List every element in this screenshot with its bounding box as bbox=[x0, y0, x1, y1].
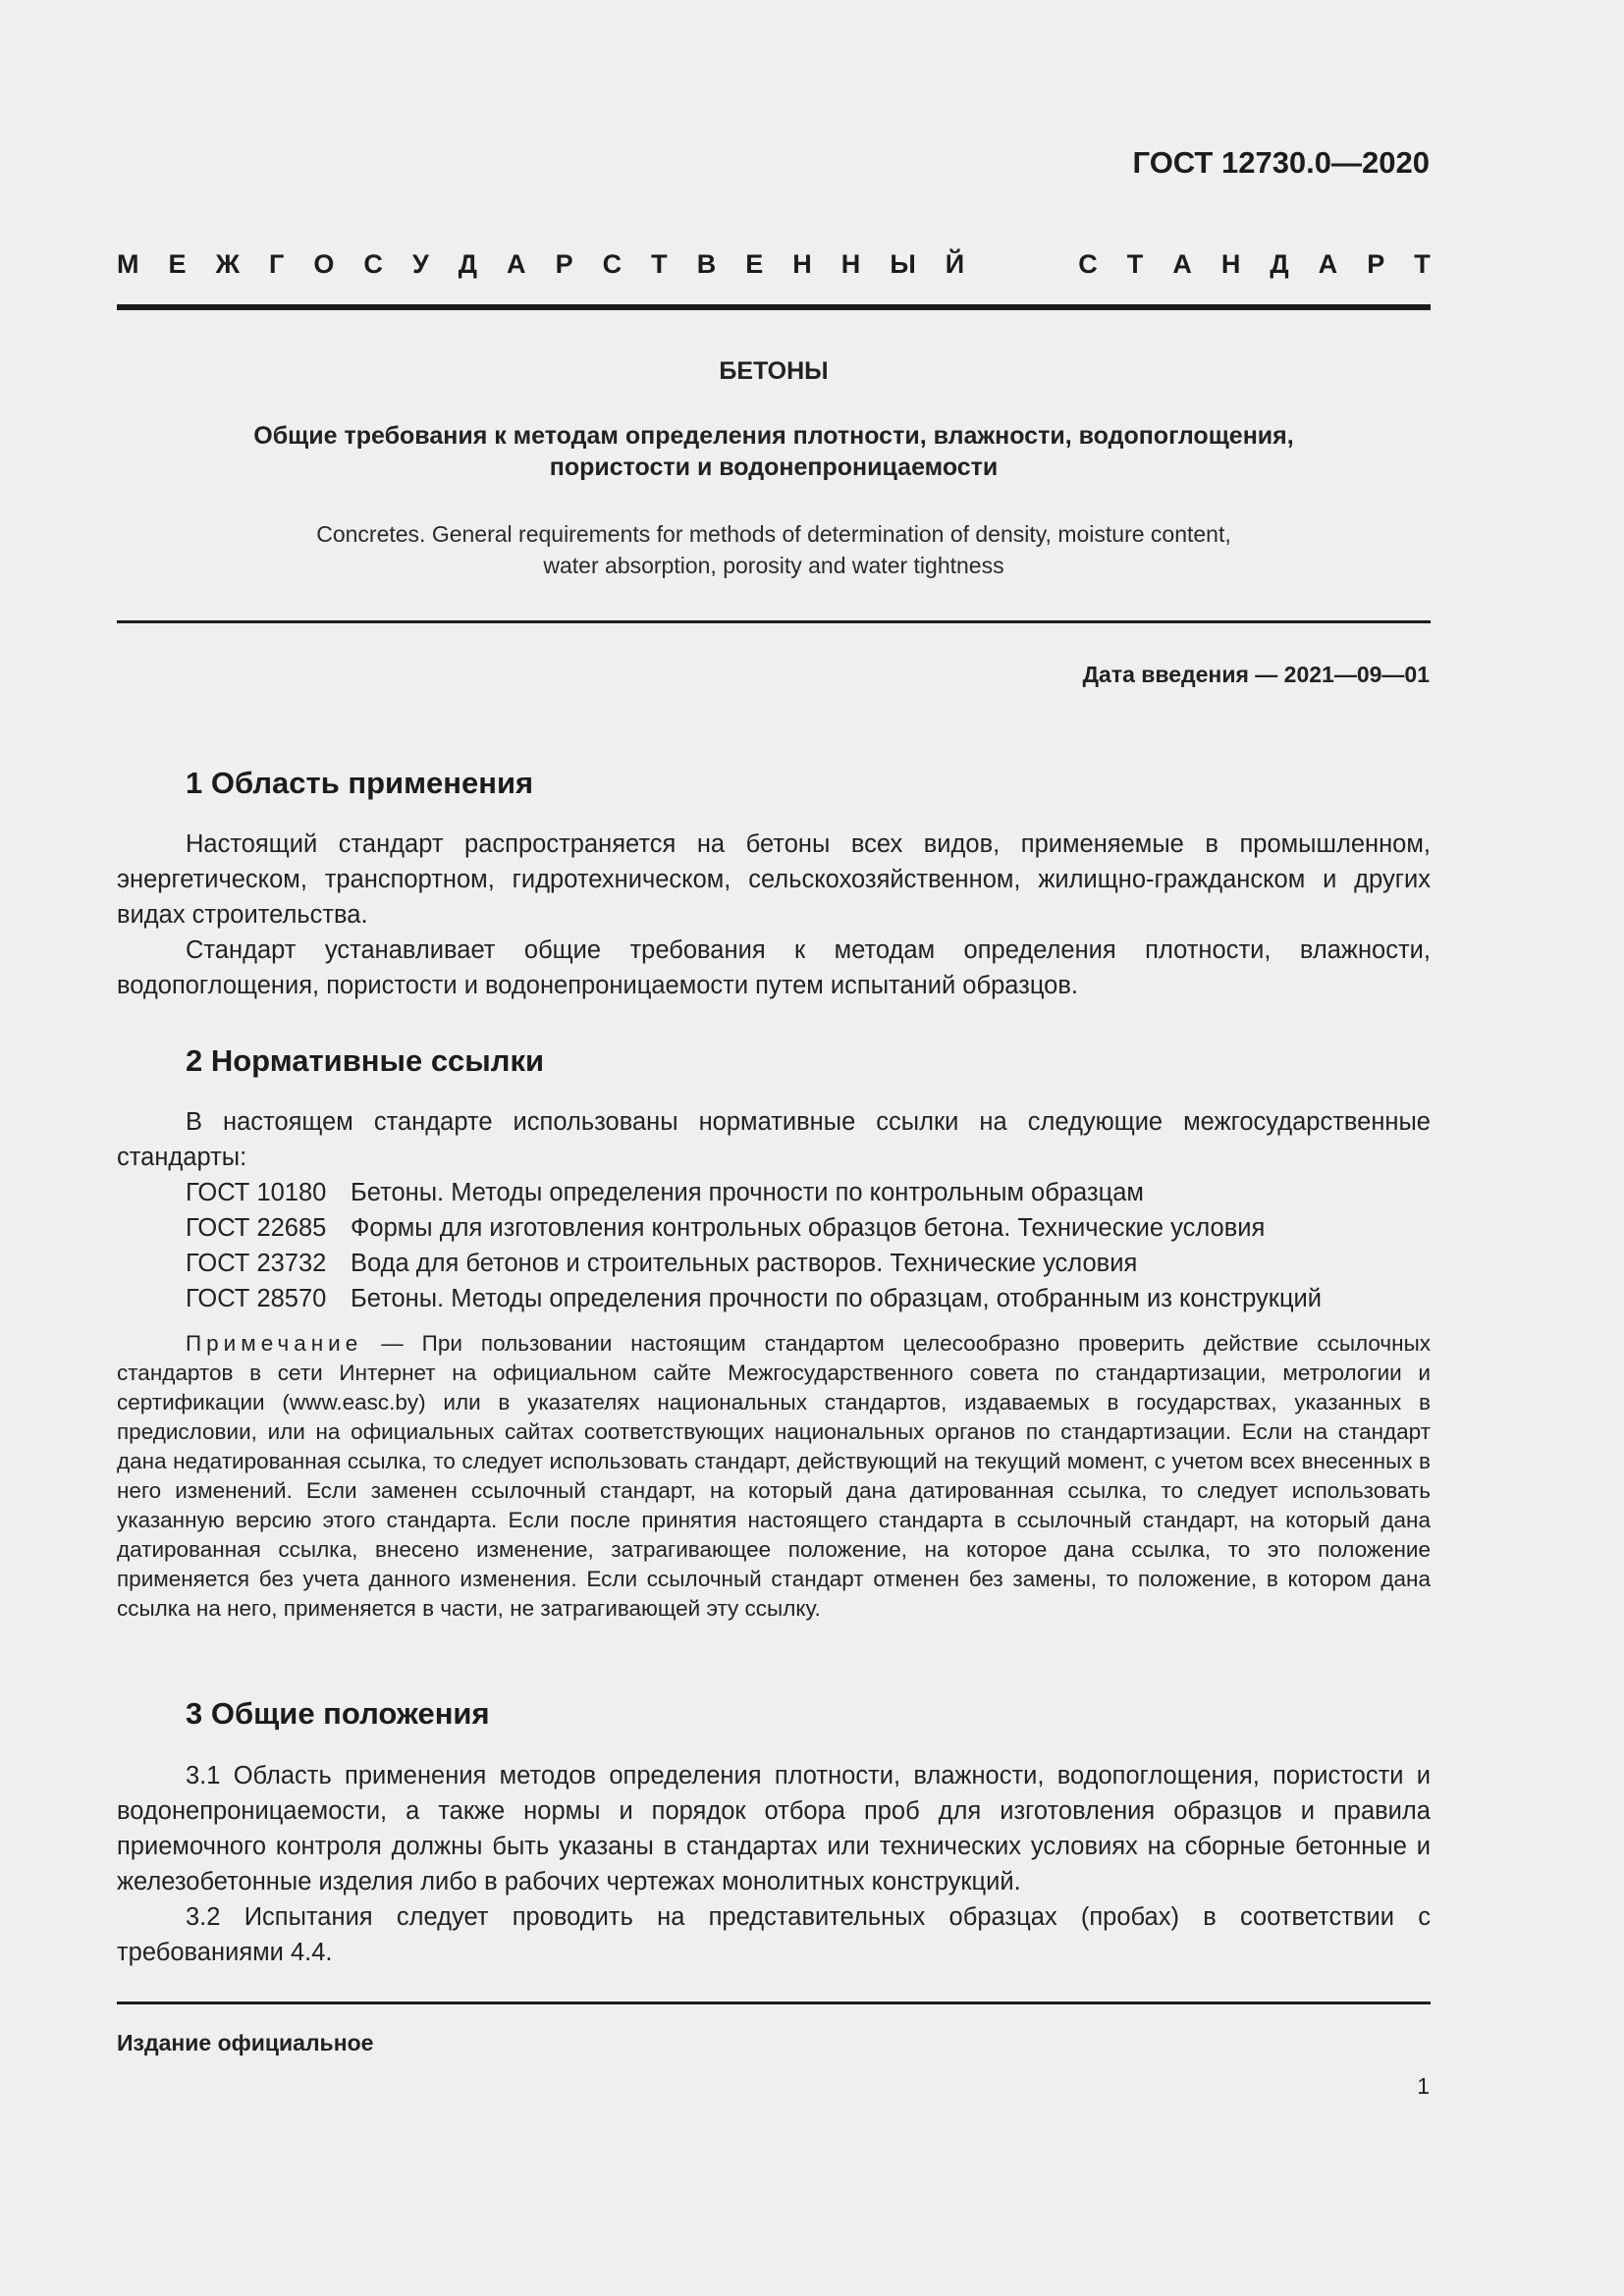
section-3-body bbox=[117, 1758, 1431, 1970]
banner-letter: Р bbox=[1367, 249, 1385, 279]
header-rule bbox=[117, 304, 1431, 310]
banner-letter: Д bbox=[458, 249, 478, 279]
banner-letter: А bbox=[1172, 249, 1192, 279]
section-2-heading: 2 Нормативные ссылки bbox=[186, 1043, 545, 1078]
reference-title: Вода для бетонов и строительных растворов. Технические условия bbox=[351, 1250, 1138, 1277]
reference-item bbox=[186, 1246, 1431, 1281]
banner-letter: Т bbox=[651, 249, 668, 279]
banner-letter: Е bbox=[745, 249, 764, 279]
reference-title: Формы для изготовления контрольных образцов бетона. Технические условия bbox=[351, 1214, 1266, 1242]
footer-rule bbox=[117, 2002, 1431, 2004]
section-1-heading: 1 Область применения bbox=[186, 766, 534, 800]
banner-letter: Н bbox=[1220, 249, 1241, 279]
reference-title: Бетоны. Методы определения прочности по образцам, отобранным из конструкций bbox=[351, 1285, 1323, 1312]
paragraph: Стандарт устанавливает общие требования к методам определения плотности, влажности, водопоглощения, пористости и водонепроницаемости путем испытаний образцов. bbox=[117, 936, 1431, 999]
paragraph: 3.1 Область применения методов определения плотности, влажности, водопоглощения, пористости и водонепроницаемости, а также нормы и порядок отбора проб для изготовления образцов и правила приемочного контроля должны быть указаны в стандартах или технических условиях на сборные бетонные и железобетонные изделия либо в рабочих чертежах монолитных конструкций. bbox=[117, 1762, 1431, 1896]
reference-code: ГОСТ 23732 bbox=[186, 1250, 327, 1277]
section-2-note bbox=[117, 1329, 1431, 1624]
page-number: 1 bbox=[1417, 2073, 1430, 2099]
reference-code: ГОСТ 28570 bbox=[186, 1285, 327, 1312]
section-1-body bbox=[117, 827, 1431, 1003]
section-3-heading: 3 Общие положения bbox=[186, 1696, 490, 1731]
english-title-line: water absorption, porosity and water tightness bbox=[543, 553, 1004, 578]
note-paragraph bbox=[117, 1329, 1431, 1624]
paragraph: В настоящем стандарте использованы нормативные ссылки на следующие межгосударственные стандарты: bbox=[117, 1108, 1431, 1171]
banner-letter: А bbox=[507, 249, 526, 279]
banner-letter: М bbox=[117, 249, 139, 279]
subtitle-line: Общие требования к методам определения плотности, влажности, водопоглощения, bbox=[253, 422, 1294, 450]
banner-letter: Е bbox=[168, 249, 187, 279]
references-list bbox=[186, 1175, 1431, 1316]
banner-letter: Н bbox=[792, 249, 812, 279]
reference-item bbox=[186, 1175, 1431, 1210]
english-title bbox=[117, 518, 1431, 581]
banner-interstate-standard bbox=[117, 249, 1431, 280]
note-label: Примечание bbox=[186, 1331, 363, 1356]
reference-code: ГОСТ 10180 bbox=[186, 1179, 327, 1206]
banner-letter: С bbox=[602, 249, 623, 279]
title-rule bbox=[117, 620, 1431, 623]
banner-letter: Ы bbox=[890, 249, 916, 279]
banner-letter: А bbox=[1318, 249, 1338, 279]
banner-letter: С bbox=[363, 249, 383, 279]
document-title: БЕТОНЫ bbox=[719, 357, 829, 385]
note-text: — При пользовании настоящим стандартом целесообразно проверить действие ссылочных стандартов в сети Интернет на официальном сайте Межгосударственного совета по стандартизации, метрологии и сертификации (www.easc.by) или в указателях национальных стандартов, издаваемых в государствах, указанных в предисловии, или на официальных сайтах соответствующих национальных органов по стандартизации. Если на стандарт дана недатированная ссылка, то следует использовать стандарт, действующий на текущий момент, с учетом всех внесенных в него изменений. Если заменен ссылочный стандарт, на который дана датированная ссылка, то следует использовать указанную версию этого стандарта. Если после принятия настоящего стандарта в ссылочный стандарт, на который дана датированная ссылка, внесено изменение, затрагивающее положение, на которое дана ссылка, то это положение применяется без учета данного изменения. Если ссылочный стандарт отменен без замены, то положение, в котором дана ссылка на него, применяется в части, не затрагивающей эту ссылку. bbox=[117, 1331, 1431, 1621]
banner-letter: Н bbox=[840, 249, 861, 279]
banner-letter: Д bbox=[1270, 249, 1289, 279]
banner-word-gap bbox=[994, 249, 1049, 280]
reference-title: Бетоны. Методы определения прочности по контрольным образцам bbox=[351, 1179, 1144, 1206]
reference-code: ГОСТ 22685 bbox=[186, 1214, 327, 1242]
banner-letter: Р bbox=[555, 249, 573, 279]
banner-letter: О bbox=[313, 249, 335, 279]
banner-letter: Г bbox=[269, 249, 285, 279]
reference-item bbox=[186, 1210, 1431, 1246]
banner-letter: Ж bbox=[215, 249, 240, 279]
section-2-intro bbox=[117, 1104, 1431, 1175]
official-edition-label: Издание официальное bbox=[117, 2030, 374, 2056]
banner-letter: Й bbox=[945, 249, 965, 279]
reference-item bbox=[186, 1281, 1431, 1316]
english-title-line: Concretes. General requirements for methods of determination of density, moisture content, bbox=[316, 521, 1231, 547]
introduction-date: Дата введения — 2021—09—01 bbox=[1082, 662, 1430, 687]
banner-letter: Т bbox=[1414, 249, 1431, 279]
document-subtitle bbox=[117, 420, 1431, 483]
paragraph: Настоящий стандарт распространяется на бетоны всех видов, применяемые в промышленном, энергетическом, транспортном, гидротехническом, сельскохозяйственном, жилищно-гражданском и других видах строительства. bbox=[117, 830, 1431, 929]
paragraph: 3.2 Испытания следует проводить на представительных образцах (пробах) в соответствии с требованиями 4.4. bbox=[117, 1903, 1431, 1966]
subtitle-line: пористости и водонепроницаемости bbox=[549, 454, 999, 481]
banner-letter: С bbox=[1078, 249, 1098, 279]
banner-letter: У bbox=[411, 249, 429, 279]
banner-letter: В bbox=[696, 249, 717, 279]
standard-number: ГОСТ 12730.0—2020 bbox=[1132, 145, 1430, 180]
banner-letter: Т bbox=[1126, 249, 1144, 279]
